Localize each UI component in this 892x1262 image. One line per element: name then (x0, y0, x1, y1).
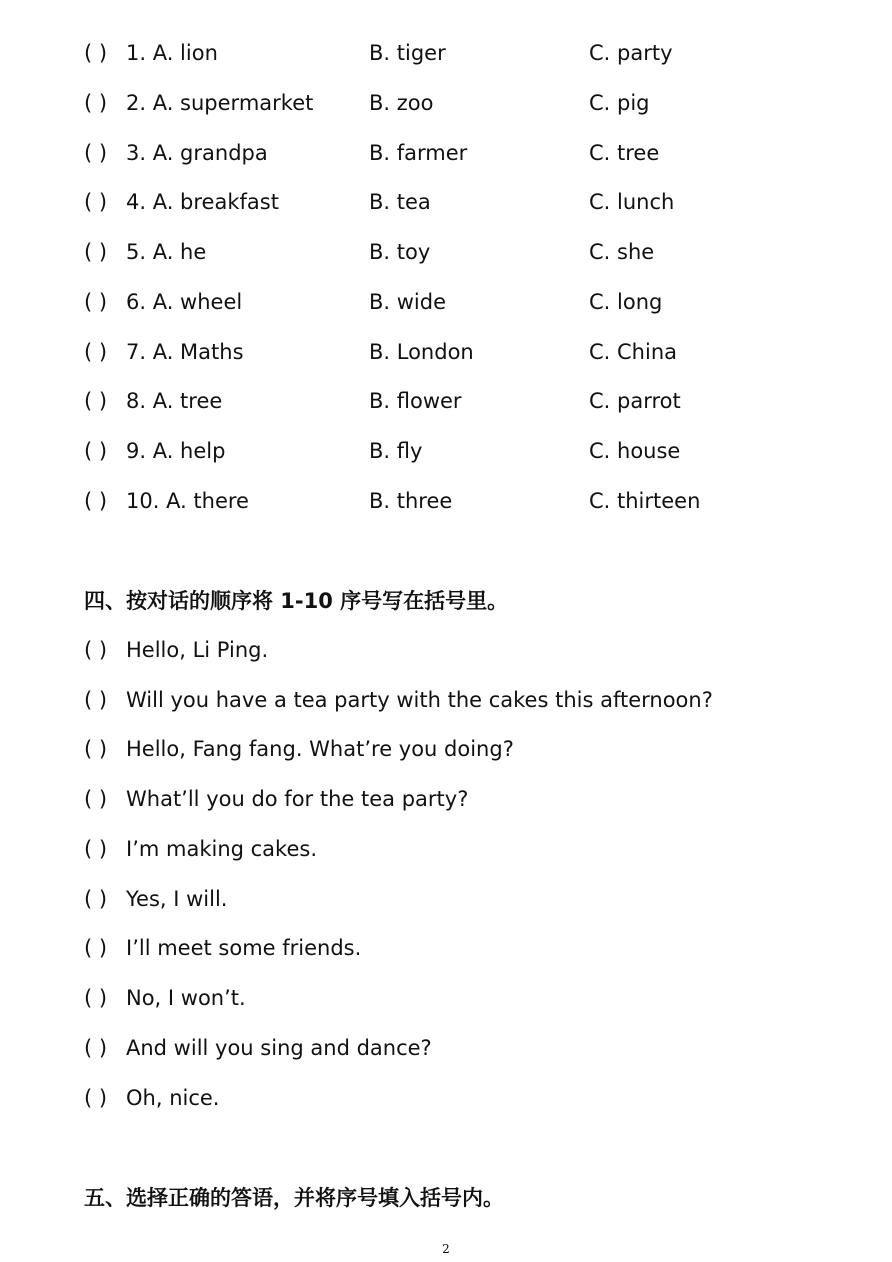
option-a: 1. A. lion (126, 41, 218, 65)
dialogue-text: What’ll you do for the tea party? (126, 787, 469, 811)
option-c: C. house (589, 439, 681, 463)
answer-bracket[interactable]: ( ) (84, 737, 108, 761)
option-c: C. lunch (589, 190, 675, 214)
option-b: B. flower (369, 389, 462, 413)
option-b: B. toy (369, 240, 431, 264)
answer-bracket[interactable]: ( ) (84, 190, 108, 214)
option-c: C. pig (589, 91, 650, 115)
answer-bracket[interactable]: ( ) (84, 439, 108, 463)
dialogue-text: Hello, Fang fang. What’re you doing? (126, 737, 514, 761)
section-5-title: 五、选择正确的答语，并将序号填入括号内。 (84, 1186, 504, 1210)
option-a: 3. A. grandpa (126, 141, 268, 165)
dialogue-text: And will you sing and dance? (126, 1036, 432, 1060)
answer-bracket[interactable]: ( ) (84, 887, 108, 911)
option-c: C. long (589, 290, 663, 314)
dialogue-text: No, I won’t. (126, 986, 246, 1010)
answer-bracket[interactable]: ( ) (84, 240, 108, 264)
option-b: B. tea (369, 190, 431, 214)
option-a: 4. A. breakfast (126, 190, 279, 214)
answer-bracket[interactable]: ( ) (84, 290, 108, 314)
answer-bracket[interactable]: ( ) (84, 936, 108, 960)
answer-bracket[interactable]: ( ) (84, 1086, 108, 1110)
option-c: C. parrot (589, 389, 681, 413)
option-b: B. fly (369, 439, 423, 463)
option-b: B. three (369, 489, 453, 513)
option-a: 9. A. help (126, 439, 226, 463)
answer-bracket[interactable]: ( ) (84, 638, 108, 662)
section-4-title: 四、按对话的顺序将 1-10 序号写在括号里。 (84, 589, 509, 613)
answer-bracket[interactable]: ( ) (84, 986, 108, 1010)
option-a: 5. A. he (126, 240, 207, 264)
option-a: 2. A. supermarket (126, 91, 314, 115)
answer-bracket[interactable]: ( ) (84, 389, 108, 413)
option-b: B. wide (369, 290, 447, 314)
option-b: B. farmer (369, 141, 468, 165)
dialogue-text: Yes, I will. (126, 887, 228, 911)
option-a: 6. A. wheel (126, 290, 243, 314)
dialogue-text: Will you have a tea party with the cakes this afternoon? (126, 688, 713, 712)
answer-bracket[interactable]: ( ) (84, 787, 108, 811)
answer-bracket[interactable]: ( ) (84, 141, 108, 165)
option-c: C. China (589, 340, 677, 364)
dialogue-text: I’ll meet some friends. (126, 936, 362, 960)
answer-bracket[interactable]: ( ) (84, 1036, 108, 1060)
answer-bracket[interactable]: ( ) (84, 91, 108, 115)
answer-bracket[interactable]: ( ) (84, 41, 108, 65)
dialogue-text: Oh, nice. (126, 1086, 220, 1110)
dialogue-text: Hello, Li Ping. (126, 638, 269, 662)
answer-bracket[interactable]: ( ) (84, 837, 108, 861)
option-b: B. tiger (369, 41, 446, 65)
option-a: 8. A. tree (126, 389, 223, 413)
answer-bracket[interactable]: ( ) (84, 340, 108, 364)
answer-bracket[interactable]: ( ) (84, 688, 108, 712)
option-c: C. party (589, 41, 673, 65)
option-c: C. tree (589, 141, 660, 165)
option-b: B. zoo (369, 91, 434, 115)
option-a: 10. A. there (126, 489, 249, 513)
option-a: 7. A. Maths (126, 340, 244, 364)
dialogue-text: I’m making cakes. (126, 837, 317, 861)
answer-bracket[interactable]: ( ) (84, 489, 108, 513)
option-b: B. London (369, 340, 474, 364)
page-number: 2 (442, 1242, 450, 1256)
option-c: C. she (589, 240, 655, 264)
option-c: C. thirteen (589, 489, 701, 513)
